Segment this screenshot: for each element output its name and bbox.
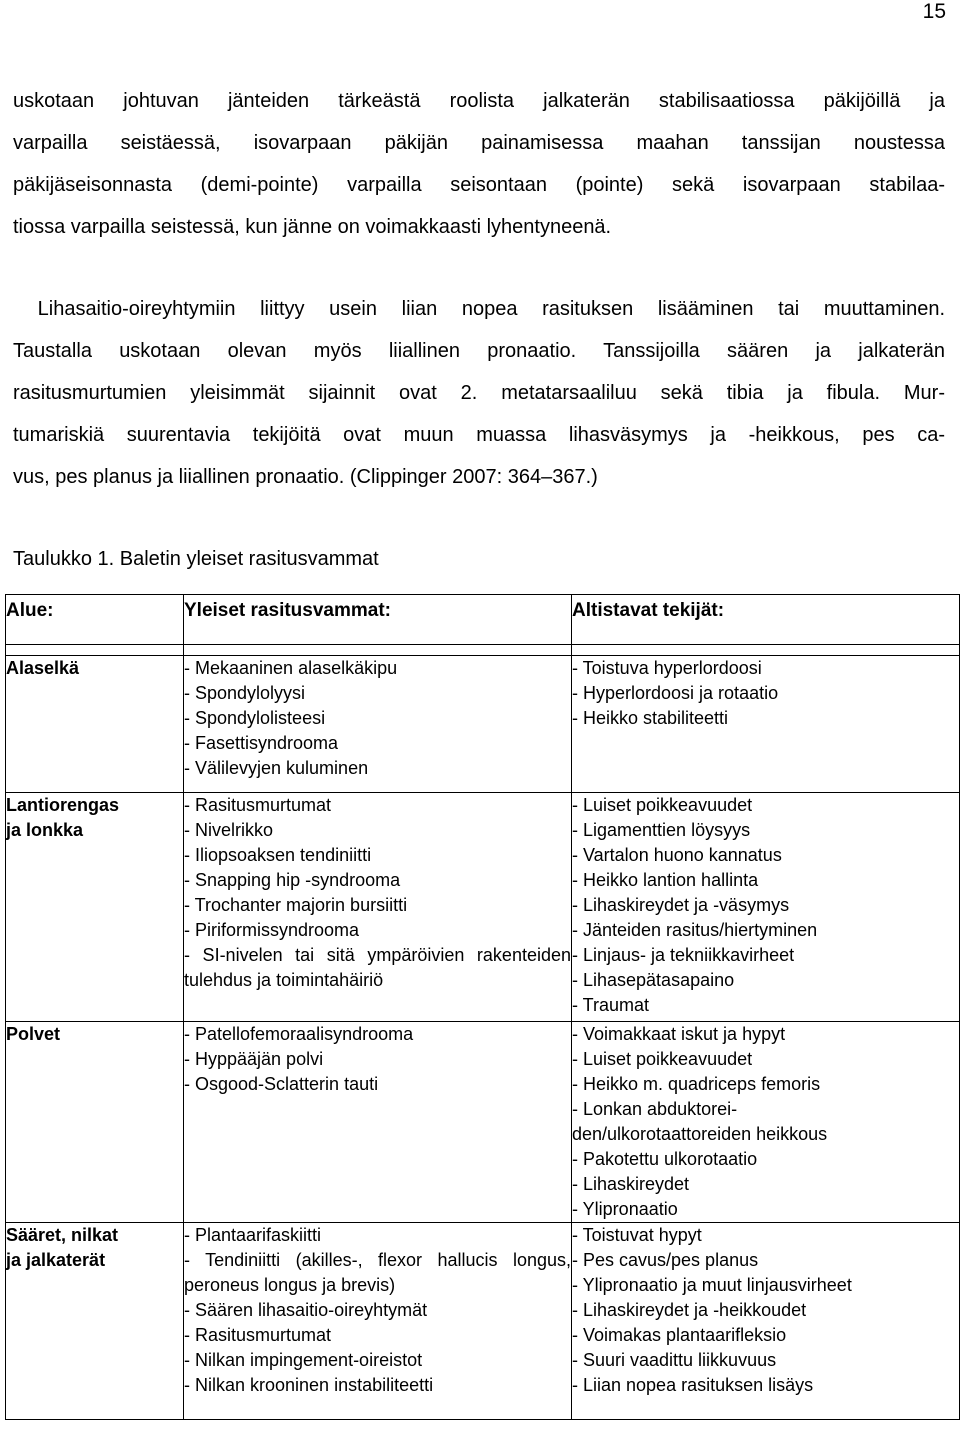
list-item: - Ylipronaatio: [572, 1199, 678, 1219]
list-item: - Hyppääjän polvi: [184, 1049, 324, 1069]
list-item: - Plantaarifaskiitti: [184, 1225, 322, 1245]
list-item: - Toistuvat hypyt: [572, 1225, 702, 1245]
list-item: - Liian nopea rasituksen lisäys: [572, 1375, 814, 1395]
list-item: - Lihaskireydet ja -väsymys: [572, 895, 790, 915]
list-item: - Lonkan abduktorei-: [572, 1099, 738, 1119]
injuries-table: [5, 594, 960, 1420]
list-item: - Lihaskireydet ja -heikkoudet: [572, 1300, 807, 1320]
list-item: - Säären lihasaitio-oireyhtymät: [184, 1300, 428, 1320]
list-item: - Pakotettu ulkorotaatio: [572, 1149, 758, 1169]
text-line: varpailla seistäessä, isovarpaan päkijän painamisessa maahan tanssijan noustessa: [13, 132, 945, 154]
list-item: - Välilevyjen kuluminen: [184, 758, 369, 778]
factors-cell: [572, 1022, 960, 1223]
list-item: - Rasitusmurtumat: [184, 1325, 332, 1345]
table-spacer-row: [6, 645, 960, 656]
text-line: Taustalla uskotaan olevan myös liiallinen pronaatio. Tanssijoilla säären ja jalkaterän: [13, 340, 945, 362]
list-item: - Nivelrikko: [184, 820, 274, 840]
list-item: - Voimakas plantaarifleksio: [572, 1325, 787, 1345]
area-label: Alaselkä: [6, 658, 80, 678]
text-line: päkijäseisonnasta (demi-pointe) varpailla seisontaan (pointe) sekä isovarpaan stabilaa-: [13, 174, 945, 196]
list-item: - Tendiniitti (akilles-, flexor hallucis longus, peroneus longus ja brevis): [184, 1250, 571, 1295]
list-item: - Nilkan impingement-oireistot: [184, 1350, 423, 1370]
list-item: - Luiset poikkeavuudet: [572, 1049, 753, 1069]
area-label: ja jalkaterät: [6, 1250, 106, 1270]
paragraph-1: [13, 80, 945, 248]
table-row: [6, 656, 960, 793]
list-item: - Spondylolisteesi: [184, 708, 326, 728]
table-row: [6, 1223, 960, 1420]
table-row: [6, 793, 960, 1022]
list-item: - Ligamenttien löysyys: [572, 820, 751, 840]
list-item: - Hyperlordoosi ja rotaatio: [572, 683, 779, 703]
list-item: - Ylipronaatio ja muut linjausvirheet: [572, 1275, 852, 1295]
table-caption: Taulukko 1. Baletin yleiset rasitusvammat: [13, 548, 379, 570]
table-row: [6, 1022, 960, 1223]
list-item: - Toistuva hyperlordoosi: [572, 658, 762, 678]
list-item: - Nilkan krooninen instabiliteetti: [184, 1375, 434, 1395]
factors-cell: [572, 656, 960, 793]
list-item: - SI-nivelen tai sitä ympäröivien rakenteiden tulehdus ja toimintahäiriö: [184, 945, 571, 990]
text-line: Lihasaitio-oireyhtymiin liittyy usein liian nopea rasituksen lisääminen tai muuttaminen.: [13, 298, 945, 320]
factors-cell: [572, 793, 960, 1022]
area-cell: [6, 656, 184, 793]
injuries-cell: [184, 793, 572, 1022]
area-cell: [6, 1022, 184, 1223]
area-label: ja lonkka: [6, 820, 84, 840]
list-item: - Luiset poikkeavuudet: [572, 795, 753, 815]
list-item: - Patellofemoraalisyndrooma: [184, 1024, 414, 1044]
list-item: - Heikko m. quadriceps femoris: [572, 1074, 821, 1094]
injuries-cell: [184, 1022, 572, 1223]
list-item: - Rasitusmurtumat: [184, 795, 332, 815]
paragraph-2: [13, 288, 945, 498]
list-item: - Suuri vaadittu liikkuvuus: [572, 1350, 777, 1370]
list-item: - Vartalon huono kannatus: [572, 845, 782, 865]
header-area: Alue:: [6, 595, 184, 645]
list-item: - Iliopsoaksen tendiniitti: [184, 845, 372, 865]
injuries-cell: [184, 656, 572, 793]
list-item: - Spondylolyysi: [184, 683, 306, 703]
list-item: - Snapping hip -syndrooma: [184, 870, 401, 890]
injuries-cell: [184, 1223, 572, 1420]
list-item: - Lihasepätasapaino: [572, 970, 735, 990]
header-injuries: Yleiset rasitusvammat:: [184, 595, 572, 645]
text-line: tumariskiä suurentavia tekijöitä ovat muun muassa lihasväsymys ja -heikkous, pes ca-: [13, 424, 945, 446]
text-line: tiossa varpailla seistessä, kun jänne on voimakkaasti lyhentyneenä.: [13, 216, 612, 238]
table-header-row: [6, 595, 960, 645]
area-label: Polvet: [6, 1024, 61, 1044]
list-item: - Traumat: [572, 995, 650, 1015]
list-item: - Voimakkaat iskut ja hypyt: [572, 1024, 786, 1044]
factors-cell: [572, 1223, 960, 1420]
list-item: - Pes cavus/pes planus: [572, 1250, 759, 1270]
list-item: - Heikko stabiliteetti: [572, 708, 729, 728]
header-factors: Altistavat tekijät:: [572, 595, 960, 645]
list-item: - Jänteiden rasitus/hiertyminen: [572, 920, 818, 940]
list-item: - Fasettisyndrooma: [184, 733, 339, 753]
area-cell: [6, 1223, 184, 1420]
text-line: uskotaan johtuvan jänteiden tärkeästä roolista jalkaterän stabilisaatiossa päkijöillä ja: [13, 90, 945, 112]
list-item: - Osgood-Sclatterin tauti: [184, 1074, 379, 1094]
list-item: - Lihaskireydet: [572, 1174, 690, 1194]
list-item: - Piriformissyndrooma: [184, 920, 360, 940]
area-label: Lantiorengas: [6, 795, 120, 815]
area-label: Sääret, nilkat: [6, 1225, 119, 1245]
text-line: rasitusmurtumien yleisimmät sijainnit ovat 2. metatarsaaliluu sekä tibia ja fibula. Mur-: [13, 382, 945, 404]
list-item: - Mekaaninen alaselkäkipu: [184, 658, 398, 678]
list-item: - Linjaus- ja tekniikkavirheet: [572, 945, 795, 965]
text-line: vus, pes planus ja liiallinen pronaatio. (Clippinger 2007: 364–367.): [13, 466, 598, 488]
list-item: den/ulkorotaattoreiden heikkous: [572, 1124, 828, 1144]
area-cell: [6, 793, 184, 1022]
list-item: - Heikko lantion hallinta: [572, 870, 759, 890]
list-item: - Trochanter majorin bursiitti: [184, 895, 408, 915]
page-number: 15: [922, 0, 946, 23]
